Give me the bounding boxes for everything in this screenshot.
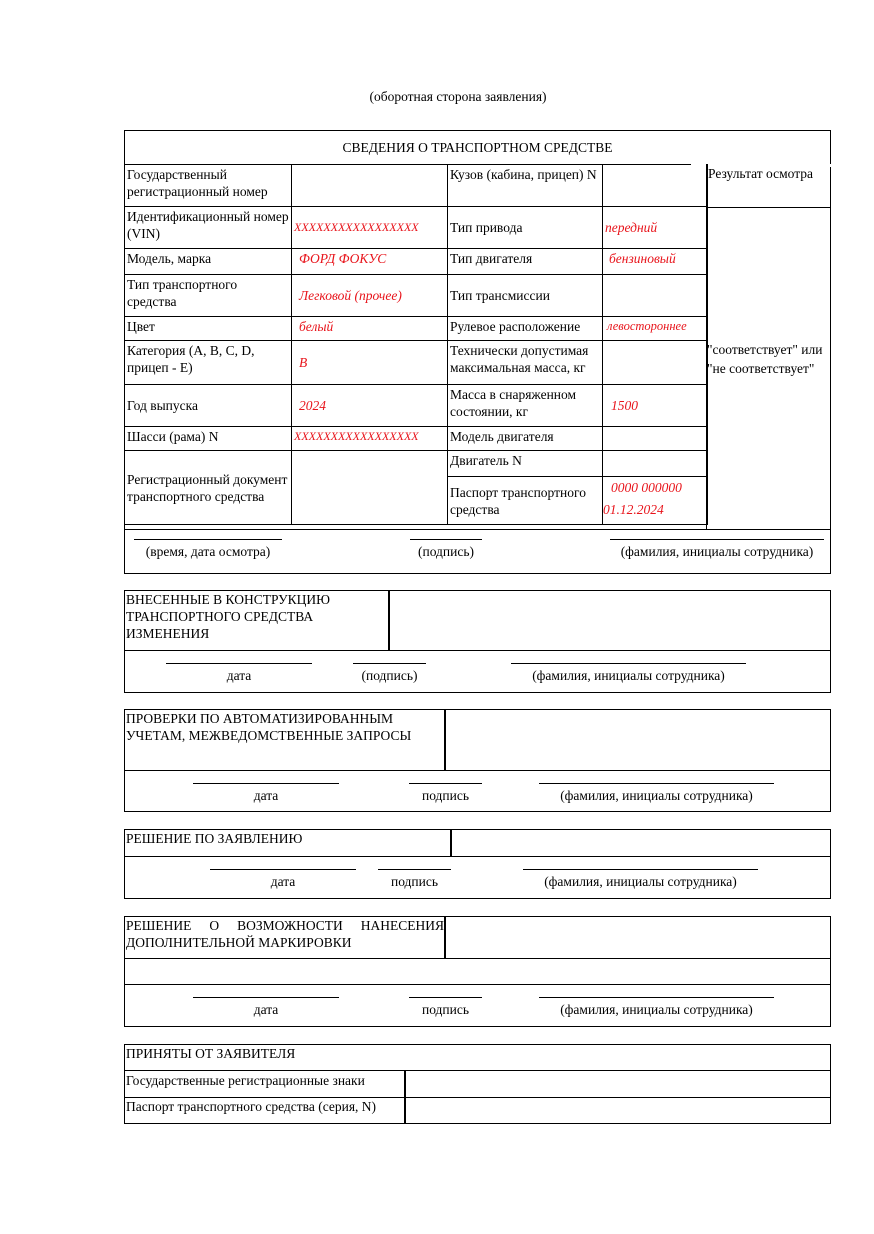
- passport-date: 01.12.2024: [603, 502, 664, 517]
- sig-inspection-name: (фамилия, инициалы сотрудника): [610, 539, 824, 560]
- field-reg-number[interactable]: [292, 165, 448, 207]
- field-category[interactable]: B: [292, 341, 448, 385]
- field-reg-document[interactable]: [292, 451, 448, 525]
- changes-label: ВНЕСЕННЫЕ В КОНСТРУКЦИЮ ТРАНСПОРТНОГО СРЕДСТВА ИЗМЕНЕНИЯ: [126, 592, 331, 641]
- label-reg-number: Государственный регистрационный номер: [125, 165, 292, 207]
- sig-marking-date: дата: [193, 997, 339, 1018]
- decision-input[interactable]: [452, 831, 828, 855]
- label-vehicle-type: Тип транспортного средства: [125, 275, 292, 317]
- field-model[interactable]: ФОРД ФОКУС: [292, 249, 448, 275]
- sig-changes-date: дата: [166, 663, 312, 684]
- vehicle-title: СВЕДЕНИЯ О ТРАНСПОРТНОМ СРЕДСТВЕ: [342, 140, 613, 155]
- field-year[interactable]: 2024: [292, 385, 448, 427]
- label-curb-mass: Масса в снаряженном состоянии, кг: [448, 385, 603, 427]
- label-engine-number: Двигатель N: [448, 451, 603, 477]
- accepted-passport-input[interactable]: [407, 1099, 828, 1122]
- label-max-mass: Технически допустимая максимальная масса, кг: [448, 341, 603, 385]
- sig-changes-sign: (подпись): [353, 663, 426, 684]
- inspection-result-label: Результат осмотра: [708, 166, 814, 181]
- label-year: Год выпуска: [125, 385, 292, 427]
- field-max-mass[interactable]: [603, 341, 708, 385]
- vehicle-table: [124, 164, 708, 525]
- accepted-title: ПРИНЯТЫ ОТ ЗАЯВИТЕЛЯ: [126, 1046, 296, 1061]
- sig-decision-name: (фамилия, инициалы сотрудника): [523, 869, 758, 890]
- marking-label: РЕШЕНИЕ О ВОЗМОЖНОСТИ НАНЕСЕНИЯ ДОПОЛНИТЕЛЬНОЙ МАРКИРОВКИ: [126, 918, 444, 950]
- sig-marking-name: (фамилия, инициалы сотрудника): [539, 997, 774, 1018]
- sig-decision-sign: подпись: [378, 869, 451, 890]
- field-curb-mass[interactable]: 1500: [603, 385, 708, 427]
- field-vin[interactable]: XXXXXXXXXXXXXXXXX: [292, 207, 448, 249]
- label-engine-model: Модель двигателя: [448, 427, 603, 451]
- sig-checks-date: дата: [193, 783, 339, 804]
- changes-input[interactable]: [390, 592, 828, 648]
- accepted-plates-input[interactable]: [407, 1072, 828, 1095]
- label-body-number: Кузов (кабина, прицеп) N: [448, 165, 603, 207]
- field-chassis[interactable]: XXXXXXXXXXXXXXXXX: [292, 427, 448, 451]
- label-transmission: Тип трансмиссии: [448, 275, 603, 317]
- label-color: Цвет: [125, 317, 292, 341]
- accepted-plates-label: Государственные регистрационные знаки: [126, 1073, 365, 1088]
- checks-label: ПРОВЕРКИ ПО АВТОМАТИЗИРОВАННЫМ УЧЕТАМ, МЕЖВЕДОМСТВЕННЫЕ ЗАПРОСЫ: [126, 711, 412, 743]
- accepted-passport-label: Паспорт транспортного средства (серия, N): [126, 1099, 377, 1114]
- label-model: Модель, марка: [125, 249, 292, 275]
- label-vin: Идентификационный номер (VIN): [125, 207, 292, 249]
- field-passport[interactable]: [603, 477, 708, 525]
- label-category: Категория (A, B, C, D, прицеп - E): [125, 341, 292, 385]
- checks-input[interactable]: [446, 711, 828, 768]
- label-steering: Рулевое расположение: [448, 317, 603, 341]
- field-color[interactable]: белый: [292, 317, 448, 341]
- header-note: (оборотная сторона заявления): [369, 89, 547, 104]
- field-body-number[interactable]: [603, 165, 708, 207]
- sig-checks-sign: подпись: [409, 783, 482, 804]
- sig-decision-date: дата: [210, 869, 356, 890]
- field-engine-number[interactable]: [603, 451, 708, 477]
- marking-extra-input[interactable]: [126, 960, 828, 982]
- sig-inspection-time: (время, дата осмотра): [134, 539, 282, 560]
- label-reg-document: Регистрационный документ транспортного средства: [125, 451, 292, 525]
- field-steering[interactable]: левостороннее: [603, 317, 708, 341]
- label-engine-type: Тип двигателя: [448, 249, 603, 275]
- field-engine-model[interactable]: [603, 427, 708, 451]
- marking-input[interactable]: [446, 918, 828, 956]
- label-drive-type: Тип привода: [448, 207, 603, 249]
- sig-checks-name: (фамилия, инициалы сотрудника): [539, 783, 774, 804]
- decision-label: РЕШЕНИЕ ПО ЗАЯВЛЕНИЮ: [126, 831, 303, 846]
- label-chassis: Шасси (рама) N: [125, 427, 292, 451]
- passport-number: 0000 000000: [611, 480, 682, 495]
- field-vehicle-type[interactable]: Легковой (прочее): [292, 275, 448, 317]
- sig-marking-sign: подпись: [409, 997, 482, 1018]
- field-engine-type[interactable]: бензиновый: [603, 249, 708, 275]
- inspection-result-hint: "соответствует" или "не соответствует": [707, 342, 823, 376]
- label-passport: Паспорт транспортного средства: [448, 477, 603, 525]
- field-transmission[interactable]: [603, 275, 708, 317]
- sig-inspection-sign: (подпись): [410, 539, 482, 560]
- field-drive-type[interactable]: передний: [603, 207, 708, 249]
- sig-changes-name: (фамилия, инициалы сотрудника): [511, 663, 746, 684]
